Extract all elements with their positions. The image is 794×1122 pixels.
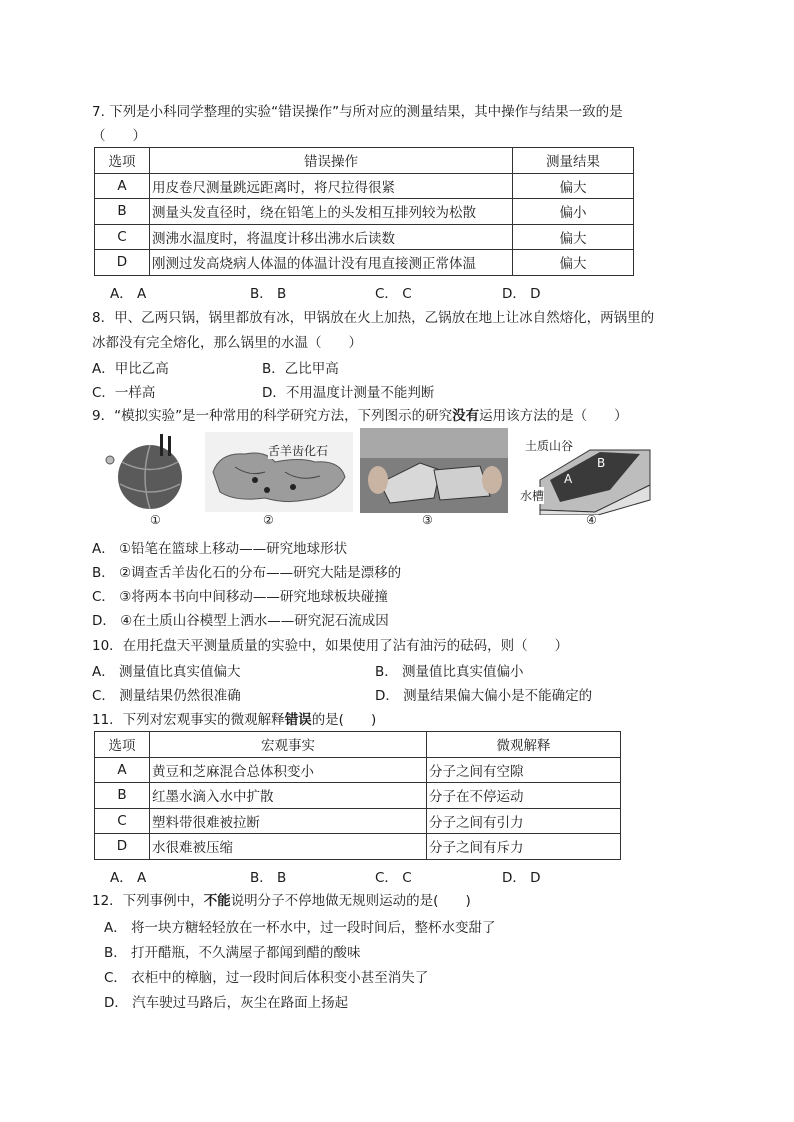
option-a[interactable]: A． A	[110, 870, 147, 886]
figure-number: ③	[422, 513, 433, 527]
table-header-cell: 宏观事实	[150, 732, 427, 758]
option-c[interactable]: C． 衣柜中的樟脑，过一段时间后体积变小甚至消失了	[104, 970, 429, 986]
q12-stem-text: 12．下列事例中，	[92, 893, 204, 909]
table-row	[95, 199, 634, 225]
q8-stem-line1: 8．甲、乙两只锅，锅里都放有冰，甲锅放在火上加热，乙锅放在地上让冰自然熔化，两锅里的	[92, 310, 655, 326]
figure-number: ②	[263, 513, 274, 527]
option-a[interactable]: A． 测量值比真实值偏大	[92, 664, 241, 680]
q12-stem-emphasis: 不能	[203, 893, 231, 909]
option-a[interactable]: A．甲比乙高	[92, 361, 169, 377]
table-cell: 分子之间有斥力	[427, 834, 621, 860]
option-a[interactable]: A． ①铅笔在篮球上移动——研究地球形状	[92, 541, 348, 557]
table-header-cell: 测量结果	[513, 148, 634, 174]
table-row	[95, 173, 634, 199]
table-cell: 测量头发直径时，绕在铅笔上的头发相互排列较为松散	[150, 199, 513, 225]
table-cell: 红墨水滴入水中扩散	[150, 783, 427, 809]
option-b[interactable]: B． B	[250, 286, 287, 302]
table-row	[95, 757, 621, 783]
q11-stem-emphasis: 错误	[284, 712, 312, 728]
table-cell: A	[95, 757, 150, 783]
q12-stem	[92, 889, 471, 909]
q12-stem-text-end: 说明分子不停地做无规则运动的是( )	[230, 893, 471, 909]
table-cell: B	[95, 199, 150, 225]
option-b[interactable]: B．乙比甲高	[262, 361, 339, 377]
table-cell: 偏大	[513, 173, 634, 199]
option-d[interactable]: D． D	[502, 870, 541, 886]
option-b[interactable]: B． B	[250, 870, 287, 886]
q9-stem	[92, 404, 628, 424]
table-cell: 偏大	[513, 250, 634, 276]
q9-stem-text: 9．“模拟实验”是一种常用的科学研究方法，下列图示的研究	[92, 408, 453, 424]
table-row	[95, 224, 634, 250]
table-cell: D	[95, 834, 150, 860]
table-cell: 刚测过发高烧病人体温的体温计没有甩直接测正常体温	[150, 250, 513, 276]
option-d[interactable]: D． ④在土质山谷模型上洒水——研究泥石流成因	[92, 613, 389, 629]
figure-books-photo	[360, 428, 508, 513]
q7-stem: 7. 下列是小科同学整理的实验“错误操作”与所对应的测量结果，其中操作与结果一致的是	[92, 104, 623, 120]
option-d[interactable]: D． D	[502, 286, 541, 302]
table-header-row	[95, 148, 634, 174]
option-b[interactable]: B． ②调查舌羊齿化石的分布——研究大陆是漂移的	[92, 565, 402, 581]
figure-label-valley: 土质山谷	[525, 439, 574, 453]
table-cell: 塑料带很难被拉断	[150, 808, 427, 834]
option-b[interactable]: B． 打开醋瓶，不久满屋子都闻到醋的酸味	[104, 945, 361, 961]
q9-stem-text-end: 运用该方法的是（ ）	[479, 408, 628, 424]
q11-stem	[92, 708, 376, 728]
option-c[interactable]: C． ③将两本书向中间移动——研究地球板块碰撞	[92, 589, 388, 605]
table-cell: 偏小	[513, 199, 634, 225]
table-header-cell: 微观解释	[427, 732, 621, 758]
option-c[interactable]: C． C	[375, 870, 412, 886]
q11-table	[94, 731, 621, 860]
option-a[interactable]: A． A	[110, 286, 147, 302]
table-row	[95, 783, 621, 809]
table-cell: 分子之间有空隙	[427, 757, 621, 783]
figure-number: ④	[586, 513, 597, 527]
table-cell: 分子在不停运动	[427, 783, 621, 809]
q11-stem-text-end: 的是( )	[311, 712, 377, 728]
q9-stem-emphasis: 没有	[452, 408, 480, 424]
table-cell: 水很难被压缩	[150, 834, 427, 860]
table-cell: 偏大	[513, 224, 634, 250]
option-d[interactable]: D．不用温度计测量不能判断	[262, 385, 435, 401]
table-row	[95, 250, 634, 276]
figure-label-water-tank: 水槽	[520, 489, 545, 503]
q10-stem: 10．在用托盘天平测量质量的实验中，如果使用了沾有油污的砝码，则（ ）	[92, 638, 569, 654]
table-cell: B	[95, 783, 150, 809]
table-row	[95, 834, 621, 860]
option-c[interactable]: C． C	[375, 286, 412, 302]
figure-label-fossil: 舌羊齿化石	[268, 444, 329, 458]
figure-basketball-pencils	[100, 432, 200, 512]
table-cell: C	[95, 224, 150, 250]
table-cell: D	[95, 250, 150, 276]
table-cell: 分子之间有引力	[427, 808, 621, 834]
table-header-cell: 错误操作	[150, 148, 513, 174]
q11-stem-text: 11．下列对宏观事实的微观解释	[92, 712, 285, 728]
q7-table	[94, 147, 634, 276]
option-a[interactable]: A． 将一块方糖轻轻放在一杯水中，过一段时间后，整杯水变甜了	[104, 920, 496, 936]
table-header-cell: 选项	[95, 148, 150, 174]
q8-stem-line2: 冰都没有完全熔化，那么锅里的水温（ ）	[92, 335, 362, 351]
figure-number: ①	[150, 513, 161, 527]
table-cell: 黄豆和芝麻混合总体积变小	[150, 757, 427, 783]
figure-label-a: A	[564, 472, 573, 486]
table-header-cell: 选项	[95, 732, 150, 758]
option-b[interactable]: B． 测量值比真实值偏小	[375, 664, 524, 680]
table-row	[95, 808, 621, 834]
table-cell: 测沸水温度时，将温度计移出沸水后读数	[150, 224, 513, 250]
option-d[interactable]: D． 汽车驶过马路后，灰尘在路面上扬起	[104, 995, 349, 1011]
q7-answer-paren: （ ）	[92, 128, 146, 144]
option-c[interactable]: C． 测量结果仍然很准确	[92, 688, 241, 704]
option-c[interactable]: C．一样高	[92, 385, 156, 401]
figure-label-b: B	[597, 456, 606, 470]
option-d[interactable]: D． 测量结果偏大偏小是不能确定的	[375, 688, 593, 704]
table-cell: 用皮卷尺测量跳远距离时，将尺拉得很紧	[150, 173, 513, 199]
table-cell: A	[95, 173, 150, 199]
table-cell: C	[95, 808, 150, 834]
table-header-row	[95, 732, 621, 758]
